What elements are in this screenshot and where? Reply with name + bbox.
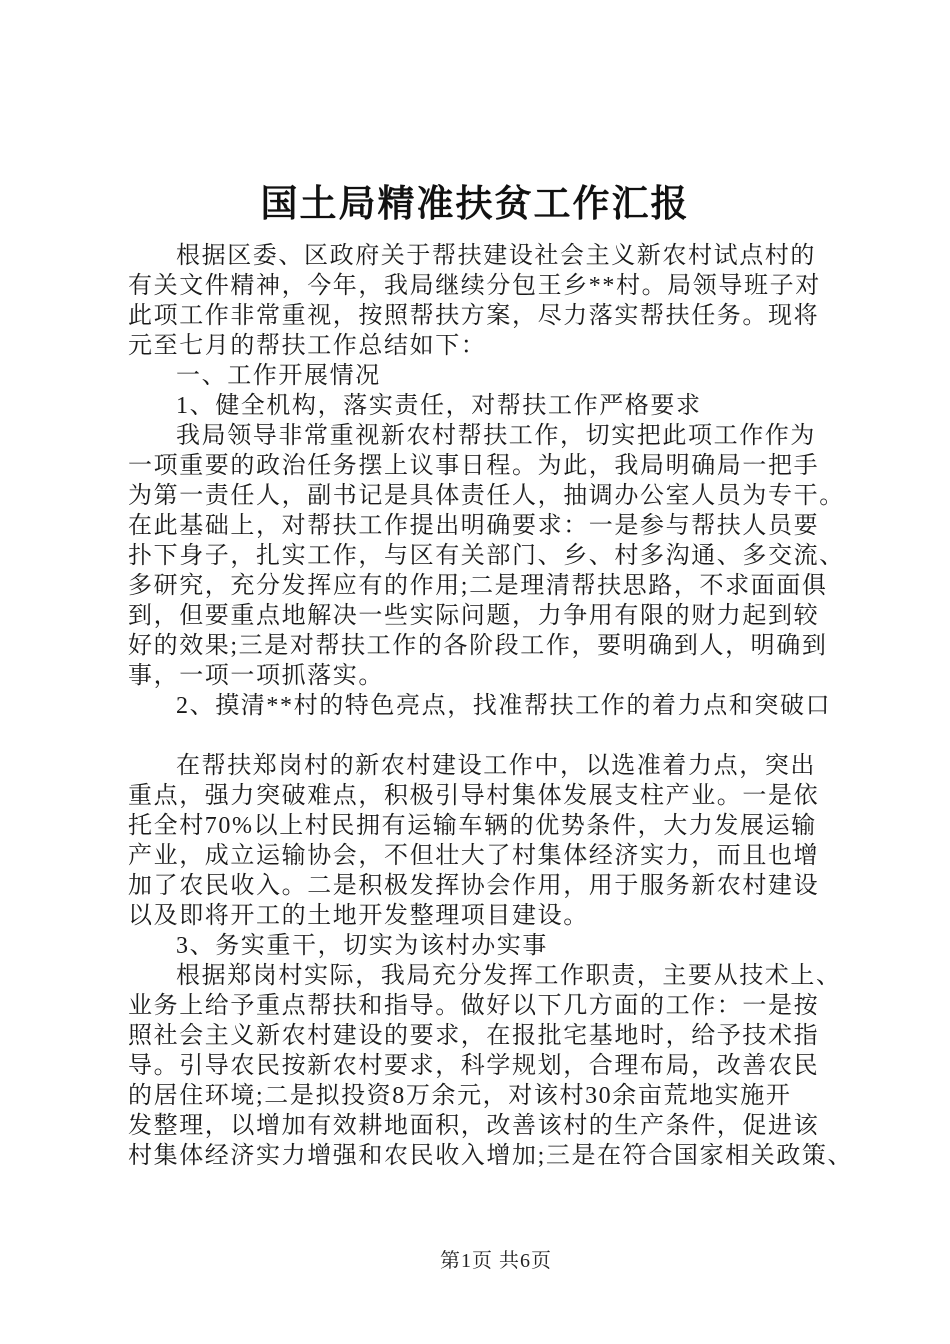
body-line: 多研究，充分发挥应有的作用;二是理清帮扶思路，不求面面俱 xyxy=(128,573,828,599)
body-line: 重点，强力突破难点，积极引导村集体发展支柱产业。一是依 xyxy=(128,783,820,809)
body-line: 好的效果;三是对帮扶工作的各阶段工作，要明确到人，明确到 xyxy=(128,633,828,659)
body-line: 的居住环境;二是拟投资8万余元，对该村30余亩荒地实施开 xyxy=(128,1083,792,1109)
body-line: 根据郑岗村实际，我局充分发挥工作职责，主要从技术上、 xyxy=(176,963,842,989)
blank-line xyxy=(128,721,828,751)
body-line: 村集体经济实力增强和农民收入增加;三是在符合国家相关政策、 xyxy=(128,1143,854,1169)
body-line: 照社会主义新农村建设的要求，在报批宅基地时，给予技术指 xyxy=(128,1023,820,1049)
body-line: 到，但要重点地解决一些实际问题，力争用有限的财力起到较 xyxy=(128,603,820,629)
body-line: 发整理，以增加有效耕地面积，改善该村的生产条件，促进该 xyxy=(128,1113,820,1139)
body-line: 以及即将开工的土地开发整理项目建设。 xyxy=(128,903,589,929)
body-line: 事，一项一项抓落实。 xyxy=(128,663,384,689)
body-line: 有关文件精神，今年，我局继续分包王乡**村。局领导班子对 xyxy=(128,273,821,299)
body-line: 业务上给予重点帮扶和指导。做好以下几方面的工作：一是按 xyxy=(128,993,820,1019)
page-number: 第1页 共6页 xyxy=(440,1250,552,1272)
body-line-section-heading: 一、工作开展情况 xyxy=(176,363,381,389)
body-line: 我局领导非常重视新农村帮扶工作，切实把此项工作作为 xyxy=(176,423,816,449)
body-line: 加了农民收入。二是积极发挥协会作用，用于服务新农村建设 xyxy=(128,873,820,899)
body-line: 托全村70%以上村民拥有运输车辆的优势条件，大力发展运输 xyxy=(128,813,817,839)
body-line: 元至七月的帮扶工作总结如下： xyxy=(128,333,487,359)
body-line: 根据区委、区政府关于帮扶建设社会主义新农村试点村的 xyxy=(176,243,816,269)
body-line-subheading: 2、摸清**村的特色亮点，找准帮扶工作的着力点和突破口 xyxy=(176,693,832,719)
body-line: 在帮扶郑岗村的新农村建设工作中，以选准着力点，突出 xyxy=(176,753,816,779)
body-line: 导。引导农民按新农村要求，科学规划，合理布局，改善农民 xyxy=(128,1053,820,1079)
body-line-subheading: 1、健全机构，落实责任，对帮扶工作严格要求 xyxy=(176,393,702,419)
body-line: 产业，成立运输协会，不但壮大了村集体经济实力，而且也增 xyxy=(128,843,820,869)
document-body xyxy=(0,241,854,1171)
body-line: 扑下身子，扎实工作，与区有关部门、乡、村多沟通、多交流、 xyxy=(128,543,845,569)
body-line: 此项工作非常重视，按照帮扶方案，尽力落实帮扶任务。现将 xyxy=(128,303,820,329)
body-line: 在此基础上，对帮扶工作提出明确要求：一是参与帮扶人员要 xyxy=(128,513,820,539)
body-line-subheading: 3、务实重干，切实为该村办实事 xyxy=(176,933,548,959)
document-title: 国土局精准扶贫工作汇报 xyxy=(260,184,690,225)
body-line: 一项重要的政治任务摆上议事日程。为此，我局明确局一把手 xyxy=(128,453,820,479)
body-line: 为第一责任人，副书记是具体责任人，抽调办公室人员为专干。 xyxy=(128,483,845,509)
